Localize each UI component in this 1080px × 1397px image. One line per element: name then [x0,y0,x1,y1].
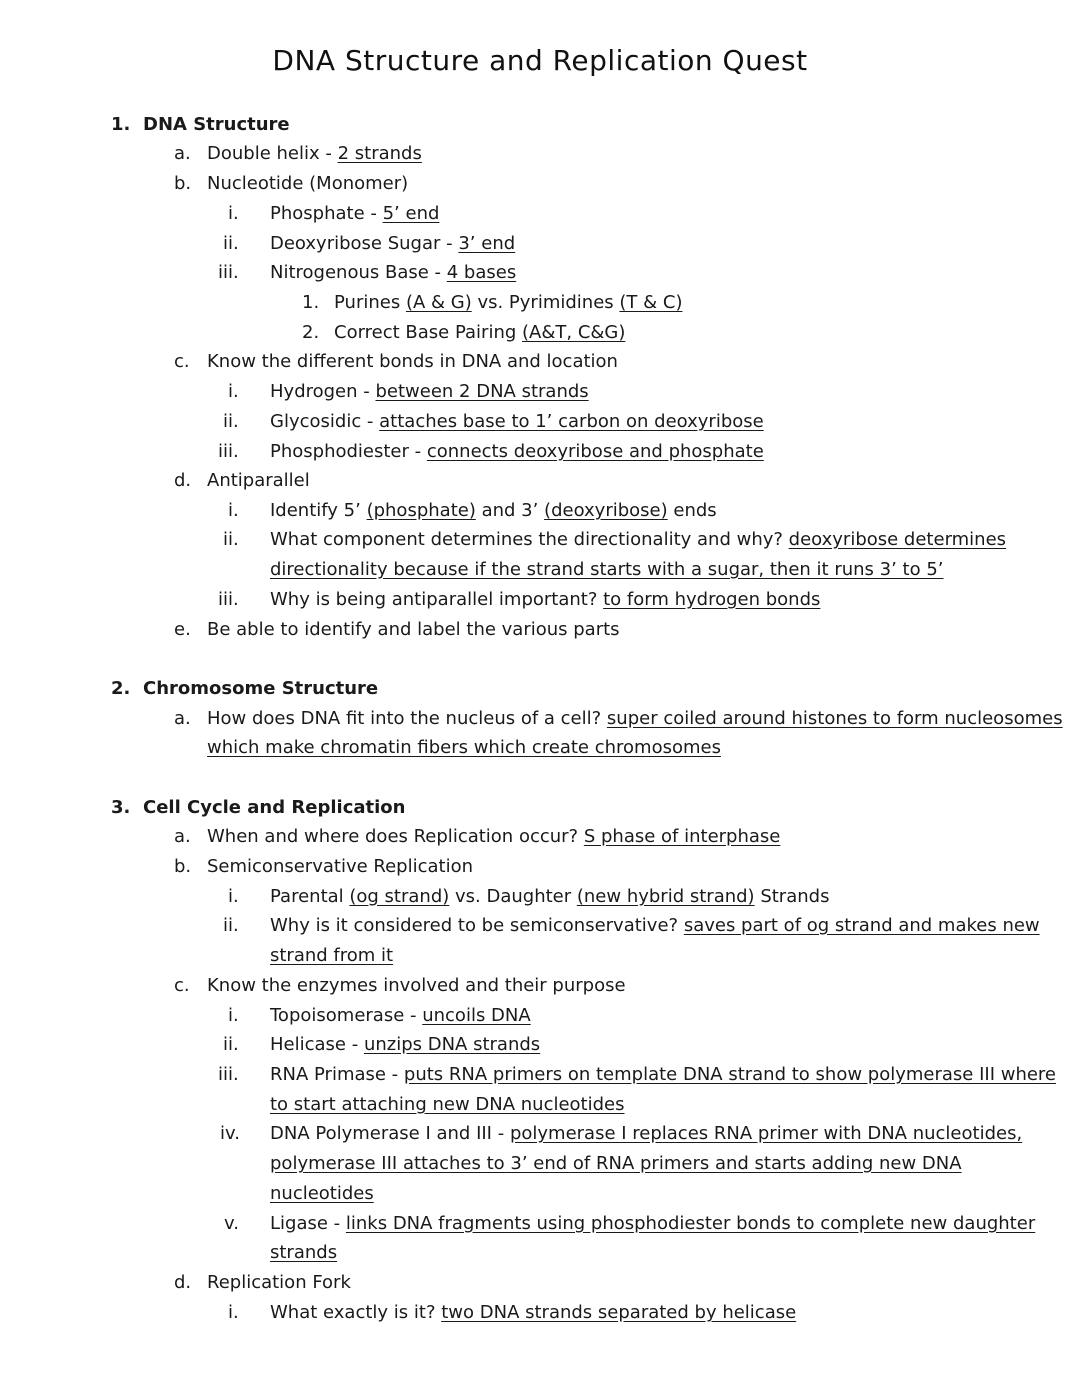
answer: (deoxyribose) [544,500,668,521]
list-item: Nucleotide (Monomer) [207,173,409,194]
list-item-continued [270,1242,337,1264]
list-item: Ligase - links DNA fragments using phosphodiester bonds to complete new daughter [270,1213,1036,1234]
list-marker: i. [228,1302,239,1323]
list-marker: c. [174,351,190,372]
list-item: Why is being antiparallel important? to form hydrogen bonds [270,589,821,610]
list-item: Glycosidic - attaches base to 1’ carbon on deoxyribose [270,411,764,432]
answer: to form hydrogen bonds [603,589,821,610]
answer: super coiled around histones to form nucleosomes [606,708,1063,729]
list-item: Identify 5’ (phosphate) and 3’ (deoxyribose) ends [270,500,717,521]
list-item-continued [207,737,721,759]
answer: 3’ end [458,233,516,254]
list-item: Semiconservative Replication [207,856,474,877]
list-marker: a. [174,143,191,164]
list-marker: ii. [223,233,239,254]
list-item: Double helix - 2 strands [207,143,422,164]
list-marker: v. [224,1213,239,1234]
list-item: Hydrogen - between 2 DNA strands [270,381,589,402]
list-item: Phosphodiester - connects deoxyribose and phosphate [270,441,764,462]
section-number: 3. [111,797,131,818]
list-item: Phosphate - 5’ end [270,203,440,224]
answer: S phase of interphase [583,826,781,847]
list-item: DNA Polymerase I and III - polymerase I replaces RNA primer with DNA nucleotides, [270,1123,1023,1144]
answer: (new hybrid strand) [576,886,755,907]
section-heading: DNA Structure [143,114,290,135]
list-marker: b. [174,173,192,194]
list-marker: i. [228,1005,239,1026]
list-marker: ii. [223,411,239,432]
answer: attaches base to 1’ carbon on deoxyribose [379,411,764,432]
list-item: What exactly is it? two DNA strands separated by helicase [270,1302,797,1323]
list-marker: d. [174,1272,192,1293]
list-marker: iv. [220,1123,240,1144]
answer: which make chromatin fibers which create chromosomes [207,737,721,758]
answer: directionality because if the strand starts with a sugar, then it runs 3’ to 5’ [270,559,944,580]
list-item: RNA Primase - puts RNA primers on template DNA strand to show polymerase III where [270,1064,1057,1085]
page-title: DNA Structure and Replication Quest [272,44,808,77]
list-marker: c. [174,975,190,996]
list-marker: iii. [218,441,239,462]
list-item: How does DNA fit into the nucleus of a cell? super coiled around histones to form nucleosomes [207,708,1063,729]
list-marker: i. [228,381,239,402]
list-marker: a. [174,826,191,847]
list-item: Why is it considered to be semiconservative? saves part of og strand and makes new [270,915,1040,936]
list-item-continued [270,559,944,581]
section-number: 2. [111,678,131,699]
section-number: 1. [111,114,131,135]
answer: saves part of og strand and makes new [683,915,1040,936]
answer: strand from it [270,945,394,966]
list-item: Know the different bonds in DNA and location [207,351,618,372]
list-marker: ii. [223,529,239,550]
list-marker: b. [174,856,192,877]
list-marker: iii. [218,1064,239,1085]
answer: between 2 DNA strands [375,381,589,402]
list-marker: e. [174,619,191,640]
list-item-continued [270,945,393,967]
answer: polymerase I replaces RNA primer with DNA nucleotides, [509,1123,1023,1144]
section-heading: Chromosome Structure [143,678,379,699]
list-marker: a. [174,708,191,729]
list-marker: i. [228,886,239,907]
list-marker: 2. [302,322,320,343]
answer: polymerase III attaches to 3’ end of RNA primers and starts adding new DNA [270,1153,962,1174]
list-marker: i. [228,500,239,521]
list-item: Deoxyribose Sugar - 3’ end [270,233,516,254]
answer: 5’ end [382,203,440,224]
answer: (A&T, C&G) [522,322,626,343]
answer: unzips DNA strands [363,1034,541,1055]
list-item: Correct Base Pairing (A&T, C&G) [334,322,626,343]
list-marker: i. [228,203,239,224]
list-marker: ii. [223,915,239,936]
list-item: What component determines the directionality and why? deoxyribose determines [270,529,1007,550]
list-item: Helicase - unzips DNA strands [270,1034,541,1055]
list-item-continued [270,1153,962,1175]
list-item: Nitrogenous Base - 4 bases [270,262,517,283]
list-item-continued [270,1094,625,1116]
list-marker: ii. [223,1034,239,1055]
answer: puts RNA primers on template DNA strand to show polymerase III where [403,1064,1057,1085]
list-marker: 1. [302,292,320,313]
list-item: Topoisomerase - uncoils DNA [270,1005,531,1026]
list-marker: iii. [218,262,239,283]
answer: strands [270,1242,338,1263]
list-item: When and where does Replication occur? S phase of interphase [207,826,781,847]
list-marker: iii. [218,589,239,610]
answer: to start attaching new DNA nucleotides [270,1094,625,1115]
answer: (T & C) [619,292,683,313]
answer: 2 strands [337,143,422,164]
list-item: Parental (og strand) vs. Daughter (new hybrid strand) Strands [270,886,830,907]
list-item: Replication Fork [207,1272,351,1293]
section-heading: Cell Cycle and Replication [143,797,406,818]
answer: links DNA fragments using phosphodiester bonds to complete new daughter [345,1213,1036,1234]
answer: nucleotides [270,1183,374,1204]
list-item: Purines (A & G) vs. Pyrimidines (T & C) [334,292,683,313]
answer: uncoils DNA [422,1005,531,1026]
list-marker: d. [174,470,192,491]
list-item-continued [270,1183,374,1205]
answer: two DNA strands separated by helicase [441,1302,797,1323]
list-item: Know the enzymes involved and their purpose [207,975,626,996]
answer: (og strand) [349,886,450,907]
answer: (A & G) [405,292,472,313]
answer: deoxyribose determines [788,529,1007,550]
answer: (phosphate) [366,500,476,521]
list-item: Antiparallel [207,470,310,491]
answer: connects deoxyribose and phosphate [426,441,764,462]
list-item: Be able to identify and label the various parts [207,619,620,640]
answer: 4 bases [446,262,517,283]
